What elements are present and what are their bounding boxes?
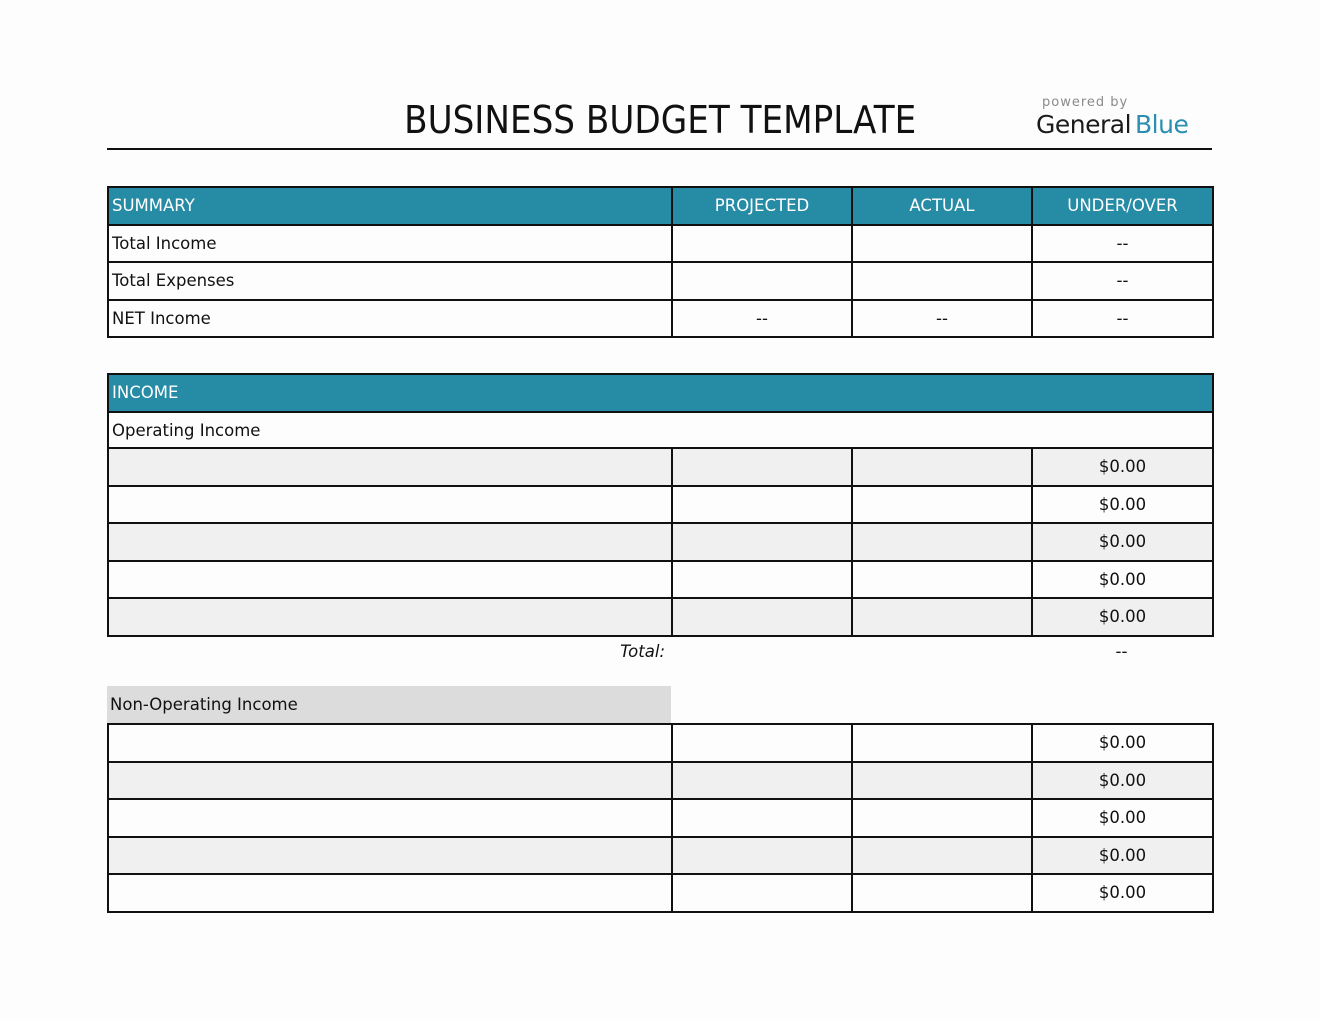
income-title-row bbox=[108, 374, 1213, 412]
projected-cell[interactable] bbox=[672, 523, 852, 561]
projected-cell[interactable] bbox=[672, 874, 852, 912]
income-section-header bbox=[107, 373, 1214, 450]
table-row bbox=[108, 724, 1213, 762]
under-over-cell: $0.00 bbox=[1032, 724, 1213, 762]
row-label: NET Income bbox=[108, 300, 672, 338]
title-divider bbox=[107, 148, 1212, 150]
row-label: Total Expenses bbox=[108, 262, 672, 300]
total-value: -- bbox=[1115, 642, 1128, 661]
item-cell[interactable] bbox=[108, 523, 672, 561]
item-cell[interactable] bbox=[108, 448, 672, 486]
actual-cell[interactable] bbox=[852, 874, 1032, 912]
total-label: Total: bbox=[620, 642, 665, 661]
row-label: Total Income bbox=[108, 225, 672, 263]
projected-cell[interactable] bbox=[672, 561, 852, 599]
summary-row-net-income bbox=[108, 300, 1213, 338]
actual-cell[interactable] bbox=[852, 448, 1032, 486]
table-row bbox=[108, 448, 1213, 486]
item-cell[interactable] bbox=[108, 799, 672, 837]
actual-cell: -- bbox=[852, 300, 1032, 338]
actual-cell[interactable] bbox=[852, 799, 1032, 837]
projected-cell[interactable] bbox=[672, 799, 852, 837]
table-row bbox=[108, 598, 1213, 636]
under-over-cell: $0.00 bbox=[1032, 448, 1213, 486]
col-header-actual: ACTUAL bbox=[852, 187, 1032, 225]
summary-table bbox=[107, 186, 1214, 338]
actual-cell[interactable] bbox=[852, 486, 1032, 524]
projected-cell[interactable] bbox=[672, 724, 852, 762]
actual-cell[interactable] bbox=[852, 523, 1032, 561]
under-over-cell: $0.00 bbox=[1032, 837, 1213, 875]
actual-cell[interactable] bbox=[852, 762, 1032, 800]
item-cell[interactable] bbox=[108, 874, 672, 912]
under-over-cell: -- bbox=[1032, 300, 1213, 338]
col-header-under-over: UNDER/OVER bbox=[1032, 187, 1213, 225]
actual-cell[interactable] bbox=[852, 262, 1032, 300]
under-over-cell: $0.00 bbox=[1032, 598, 1213, 636]
income-title: INCOME bbox=[108, 374, 1213, 412]
under-over-cell: $0.00 bbox=[1032, 874, 1213, 912]
operating-income-label-row bbox=[108, 412, 1213, 450]
actual-cell[interactable] bbox=[852, 225, 1032, 263]
projected-cell[interactable] bbox=[672, 448, 852, 486]
projected-cell[interactable] bbox=[672, 762, 852, 800]
table-row bbox=[108, 874, 1213, 912]
projected-cell[interactable] bbox=[672, 598, 852, 636]
table-row bbox=[108, 799, 1213, 837]
table-row bbox=[108, 561, 1213, 599]
projected-cell[interactable] bbox=[672, 486, 852, 524]
non-operating-income-table bbox=[107, 723, 1214, 913]
brand-logo bbox=[1030, 95, 1200, 139]
item-cell[interactable] bbox=[108, 598, 672, 636]
operating-income-table bbox=[107, 447, 1214, 637]
under-over-cell: -- bbox=[1032, 225, 1213, 263]
actual-cell[interactable] bbox=[852, 724, 1032, 762]
projected-cell: -- bbox=[672, 300, 852, 338]
actual-cell[interactable] bbox=[852, 561, 1032, 599]
table-row bbox=[108, 762, 1213, 800]
under-over-cell: $0.00 bbox=[1032, 486, 1213, 524]
item-cell[interactable] bbox=[108, 724, 672, 762]
item-cell[interactable] bbox=[108, 486, 672, 524]
projected-cell[interactable] bbox=[672, 225, 852, 263]
item-cell[interactable] bbox=[108, 762, 672, 800]
summary-header-row bbox=[108, 187, 1213, 225]
table-row bbox=[108, 837, 1213, 875]
operating-total-row bbox=[107, 634, 1212, 671]
summary-row-total-expenses bbox=[108, 262, 1213, 300]
actual-cell[interactable] bbox=[852, 598, 1032, 636]
item-cell[interactable] bbox=[108, 837, 672, 875]
under-over-cell: $0.00 bbox=[1032, 762, 1213, 800]
brand-name-general: General bbox=[1036, 110, 1132, 139]
brand-name-blue: Blue bbox=[1135, 110, 1189, 139]
summary-row-total-income bbox=[108, 225, 1213, 263]
col-header-summary: SUMMARY bbox=[108, 187, 672, 225]
operating-income-label: Operating Income bbox=[108, 412, 1213, 450]
projected-cell[interactable] bbox=[672, 837, 852, 875]
brand-name bbox=[1030, 110, 1200, 139]
projected-cell[interactable] bbox=[672, 262, 852, 300]
under-over-cell: $0.00 bbox=[1032, 561, 1213, 599]
page-title: BUSINESS BUDGET TEMPLATE bbox=[404, 98, 917, 142]
powered-by-text: powered by bbox=[1042, 95, 1129, 110]
table-row bbox=[108, 486, 1213, 524]
under-over-cell: $0.00 bbox=[1032, 799, 1213, 837]
non-operating-income-label: Non-Operating Income bbox=[107, 686, 671, 723]
item-cell[interactable] bbox=[108, 561, 672, 599]
actual-cell[interactable] bbox=[852, 837, 1032, 875]
under-over-cell: $0.00 bbox=[1032, 523, 1213, 561]
col-header-projected: PROJECTED bbox=[672, 187, 852, 225]
under-over-cell: -- bbox=[1032, 262, 1213, 300]
table-row bbox=[108, 523, 1213, 561]
